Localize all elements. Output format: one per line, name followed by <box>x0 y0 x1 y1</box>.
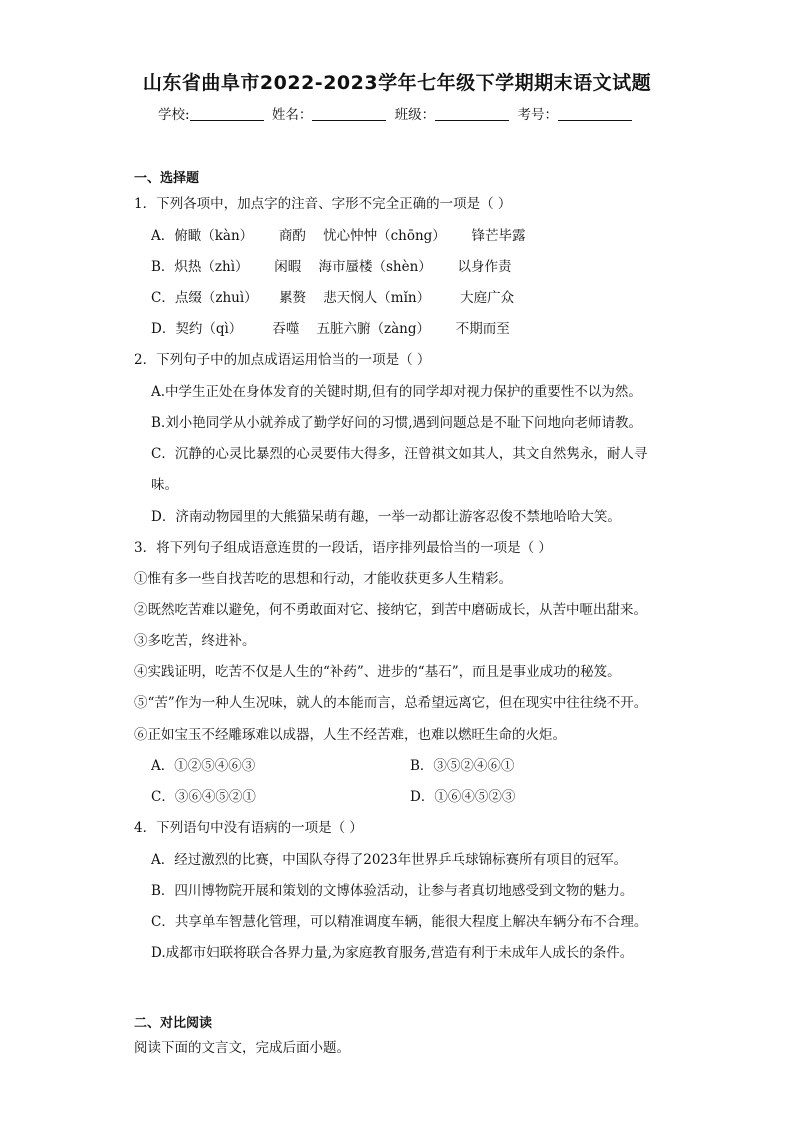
section-heading-choice: 一、选择题 <box>134 171 200 186</box>
exam-number-label: 考号： <box>517 107 558 123</box>
exam-number-blank[interactable] <box>558 106 632 121</box>
question-3-sentence-5: ⑤“苦”作为一种人生况味，就人的本能而言，总希望远离它，但在现实中往往绕不开。 <box>134 695 648 711</box>
question-3-option-a: A．①②⑤④⑥③ <box>151 758 256 774</box>
question-2-option-c-cont: 味。 <box>151 477 178 493</box>
question-3-option-c: C．③⑥④⑤②① <box>151 789 256 805</box>
question-3-sentence-2: ②既然吃苦难以避免，何不勇敢面对它、接纳它，到苦中磨砺成长，从苦中咂出甜来。 <box>134 602 647 618</box>
question-3-stem: 3．将下列句子组成语意连贯的一段话，语序排列最恰当的一项是（ ） <box>134 540 552 556</box>
question-2-option-c: C．沉静的心灵比暴烈的心灵要伟大得多，汪曾祺文如其人，其文自然隽永，耐人寻 <box>151 446 648 462</box>
question-4-stem: 4．下列语句中没有语病的一项是（ ） <box>134 820 363 836</box>
school-blank[interactable] <box>190 106 264 121</box>
question-2-stem: 2．下列句子中的加点成语运用恰当的一项是（ ） <box>134 352 431 368</box>
question-4-option-c: C．共享单车智慧化管理，可以精准调度车辆，能很大程度上解决车辆分布不合理。 <box>151 914 648 930</box>
question-3-option-b: B．③⑤②④⑥① <box>410 758 515 774</box>
question-1-option-b: B．炽热（zhì） 闲暇 海市蜃楼（shèn） 以身作责 <box>151 259 512 275</box>
class-blank[interactable] <box>435 106 509 121</box>
question-3-sentence-4: ④实践证明，吃苦不仅是人生的“补药”、进步的“基石”，而且是事业成功的秘笈。 <box>134 664 621 680</box>
question-3-option-d: D．①⑥④⑤②③ <box>410 789 516 805</box>
question-2-option-b: B.刘小艳同学从小就养成了勤学好问的习惯,遇到问题总是不耻下问地向老师请教。 <box>151 415 643 431</box>
section-heading-reading: 二、对比阅读 <box>134 1016 213 1031</box>
student-info-row <box>0 103 794 123</box>
name-blank[interactable] <box>312 106 386 121</box>
question-4-option-a: A．经过激烈的比赛，中国队夺得了2023年世界乒乓球锦标赛所有项目的冠军。 <box>151 852 628 868</box>
question-3-sentence-6: ⑥正如宝玉不经雕琢难以成器，人生不经苦难，也难以燃旺生命的火炬。 <box>134 727 566 743</box>
question-2-option-d: D．济南动物园里的大熊猫呆萌有趣，一举一动都让游客忍俊不禁地哈哈大笑。 <box>151 509 621 525</box>
question-1-stem: 1．下列各项中，加点字的注音、字形不完全正确的一项是（ ） <box>134 196 512 212</box>
question-1-option-d: D．契约（qì） 吞噬 五脏六腑（zàng） 不期而至 <box>151 321 510 337</box>
question-2-option-a: A.中学生正处在身体发育的关键时期,但有的同学却对视力保护的重要性不以为然。 <box>151 384 642 400</box>
class-label: 班级： <box>394 107 436 123</box>
question-4-option-b: B．四川博物院开展和策划的文博体验活动，让参与者真切地感受到文物的魅力。 <box>151 883 634 899</box>
question-1-option-a: A．俯瞰（kàn） 商酌 忧心忡忡（chōng） 锋芒毕露 <box>151 228 526 244</box>
school-label: 学校: <box>158 107 190 123</box>
question-3-sentence-1: ①惟有多一些自找苦吃的思想和行动，才能收获更多人生精彩。 <box>134 571 512 587</box>
page-title: 山东省曲阜市2022-2023学年七年级下学期期末语文试题 <box>142 72 652 94</box>
question-4-option-d: D.成都市妇联将联合各界力量,为家庭教育服务,营造有利于未成年人成长的条件。 <box>151 945 634 961</box>
question-3-sentence-3: ③多吃苦，终进补。 <box>134 633 256 649</box>
reading-instruction: 阅读下面的文言文，完成后面小题。 <box>134 1040 350 1056</box>
name-label: 姓名： <box>271 107 313 123</box>
question-1-option-c: C．点缀（zhuì） 累赘 悲天悯人（mǐn） 大庭广众 <box>151 290 515 306</box>
